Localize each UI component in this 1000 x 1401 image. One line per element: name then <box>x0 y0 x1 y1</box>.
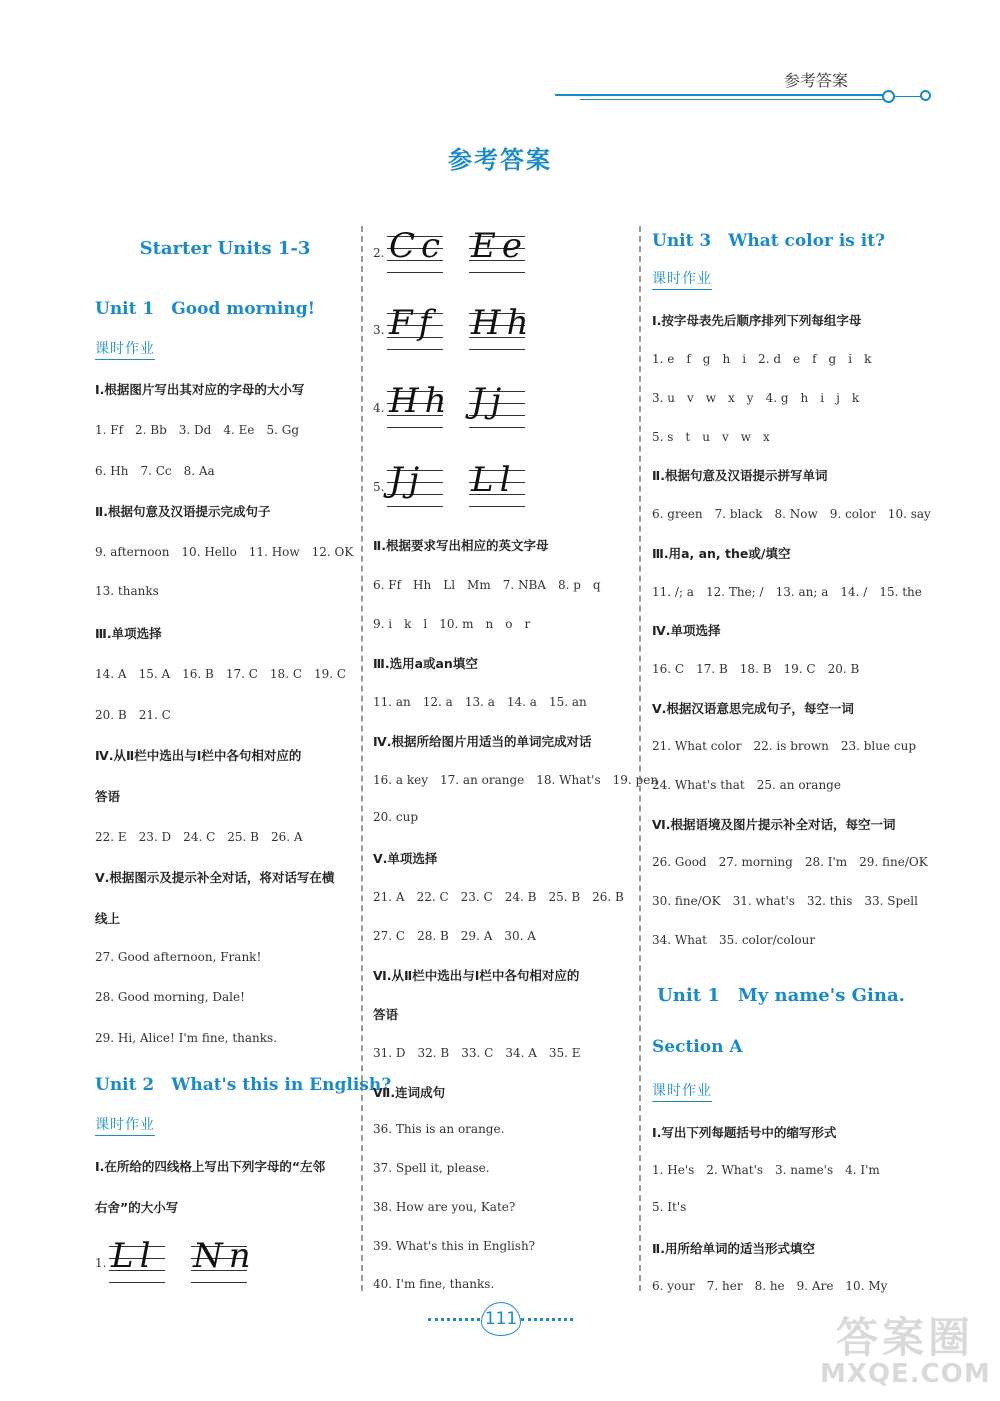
handwritten-letters: Jj <box>389 460 426 500</box>
column-3 <box>652 210 931 1300</box>
watermark-logo: 答案圈 <box>835 1313 974 1362</box>
unit-heading: Unit 1 My name's Gina. <box>657 985 905 1006</box>
column-divider <box>361 226 363 1291</box>
handwritten-letters: Jj <box>471 381 508 421</box>
answer-line: 37. Spell it, please. <box>373 1161 490 1175</box>
answer-line: Ⅰ.在所给的四线格上写出下列字母的“左邻 <box>95 1159 326 1174</box>
page-dots-left <box>428 1318 480 1321</box>
watermark <box>820 1305 990 1395</box>
answer-line: 13. thanks <box>95 584 159 598</box>
answer-line: 3. u v w x y 4. g h i j k <box>652 391 860 405</box>
handwriting-row <box>373 226 628 274</box>
handwritten-letters: Ll <box>471 460 517 500</box>
answer-line: 6. your 7. her 8. he 9. Are 10. My <box>652 1279 888 1293</box>
unit-heading: Unit 1 Good morning! <box>95 299 316 319</box>
answer-line: 24. What's that 25. an orange <box>652 778 841 792</box>
four-line-grid <box>387 460 443 506</box>
task-label: 课时作业 <box>95 338 155 360</box>
answer-line: 6. green 7. black 8. Now 9. color 10. say <box>652 507 931 521</box>
unit-heading: Unit 3 What color is it? <box>652 231 886 251</box>
item-number: 4. <box>373 401 385 415</box>
item-number: 3. <box>373 323 385 337</box>
answer-line: 16. a key 17. an orange 18. What's 19. pen <box>373 773 659 787</box>
answer-line: 1. e f g h i 2. d e f g i k <box>652 352 872 366</box>
answer-line: Ⅵ.根据语境及图片提示补全对话，每空一词 <box>652 817 896 832</box>
answer-line: 11. an 12. a 13. a 14. a 15. an <box>373 695 587 709</box>
answer-line: 30. fine/OK 31. what's 32. this 33. Spell <box>652 894 918 908</box>
answer-line: Ⅳ.从Ⅱ栏中选出与Ⅰ栏中各句相对应的 <box>95 748 302 763</box>
handwritten-letters: Ff <box>389 303 438 343</box>
answer-line: Ⅰ.写出下列每题括号中的缩写形式 <box>652 1125 837 1140</box>
answer-line: Ⅱ.根据要求写出相应的英文字母 <box>373 538 549 553</box>
handwriting-row <box>373 303 628 351</box>
answer-line: Ⅶ.连词成句 <box>373 1085 446 1100</box>
header-rule-thin <box>580 99 885 100</box>
answer-line: 28. Good morning, Dale! <box>95 990 245 1004</box>
four-line-grid <box>469 381 525 427</box>
answer-line: Ⅵ.从Ⅱ栏中选出与Ⅰ栏中各句相对应的 <box>373 968 580 983</box>
answer-line: Ⅰ.按字母表先后顺序排列下列每组字母 <box>652 313 862 328</box>
answer-line: 16. C 17. B 18. B 19. C 20. B <box>652 662 860 676</box>
answer-line: 5. It's <box>652 1200 687 1214</box>
answer-line: 11. /; a 12. The; / 13. an; a 14. / 15. the <box>652 585 922 599</box>
handwriting-row <box>95 1236 355 1284</box>
four-line-grid <box>387 303 443 349</box>
watermark-url: MXQE.COM <box>820 1359 991 1389</box>
answer-line: 5. s t u v w x <box>652 430 770 444</box>
answer-line: 21. A 22. C 23. C 24. B 25. B 26. B <box>373 890 624 904</box>
answer-line: 9. afternoon 10. Hello 11. How 12. OK <box>95 545 354 559</box>
answer-line: 20. cup <box>373 810 419 824</box>
answer-line: Ⅴ.根据图示及提示补全对话，将对话写在横 <box>95 870 335 885</box>
four-line-grid <box>469 303 535 349</box>
answer-line: 38. How are you, Kate? <box>373 1200 516 1214</box>
answer-line: 27. C 28. B 29. A 30. A <box>373 929 536 943</box>
header-label: 参考答案 <box>784 71 849 90</box>
page-title: 参考答案 <box>448 146 552 174</box>
answer-line: Ⅴ.根据汉语意思完成句子，每空一词 <box>652 701 854 716</box>
answer-line: 20. B 21. C <box>95 708 171 722</box>
item-number: 1. <box>95 1256 107 1270</box>
answer-line: Ⅳ.根据所给图片用适当的单词完成对话 <box>373 734 592 749</box>
page-number: 111 <box>481 1302 521 1336</box>
answer-line: 线上 <box>95 911 121 926</box>
task-label: 课时作业 <box>95 1114 155 1136</box>
answer-line: Ⅱ.根据句意及汉语提示拼写单词 <box>652 468 828 483</box>
four-line-grid <box>469 460 525 506</box>
answer-line: Ⅲ.用a, an, the或/填空 <box>652 546 791 561</box>
column-divider <box>639 226 641 1291</box>
answer-line: 39. What's this in English? <box>373 1239 536 1253</box>
answer-line: Ⅲ.单项选择 <box>95 626 162 641</box>
answer-line: 右舍”的大小写 <box>95 1200 179 1215</box>
header-rule <box>555 94 885 96</box>
answer-line: 29. Hi, Alice! I'm fine, thanks. <box>95 1031 278 1045</box>
answer-line: 9. i k l 10. m n o r <box>373 617 531 631</box>
four-line-grid <box>109 1236 165 1282</box>
section-heading: Section A <box>652 1037 743 1057</box>
header-link-line <box>895 96 923 97</box>
header-circle-icon <box>920 90 931 101</box>
answer-line: 34. What 35. color/colour <box>652 933 816 947</box>
section-title: Starter Units 1-3 <box>139 238 311 259</box>
answer-line: 答语 <box>95 789 121 804</box>
four-line-grid <box>387 381 453 427</box>
answer-line: 40. I'm fine, thanks. <box>373 1277 495 1291</box>
answer-line: 14. A 15. A 16. B 17. C 18. C 19. C <box>95 667 347 681</box>
answer-line: Ⅱ.用所给单词的适当形式填空 <box>652 1241 815 1256</box>
answer-line: 6. Ff Hh Ll Mm 7. NBA 8. p q <box>373 578 601 592</box>
header-circle-icon <box>882 90 895 103</box>
task-label: 课时作业 <box>652 1080 712 1102</box>
answer-line: 1. He's 2. What's 3. name's 4. I'm <box>652 1163 880 1177</box>
answer-line: 22. E 23. D 24. C 25. B 26. A <box>95 830 303 844</box>
handwritten-letters: Ee <box>471 226 528 266</box>
answer-line: 26. Good 27. morning 28. I'm 29. fine/OK <box>652 855 928 869</box>
answer-line: Ⅲ.选用a或an填空 <box>373 656 478 671</box>
handwritten-letters: Hh <box>471 303 535 343</box>
answer-line: Ⅴ.单项选择 <box>373 851 438 866</box>
item-number: 2. <box>373 246 385 260</box>
column-2 <box>373 210 659 1300</box>
answer-line: 21. What color 22. is brown 23. blue cup <box>652 739 917 753</box>
answer-line: 1. Ff 2. Bb 3. Dd 4. Ee 5. Gg <box>95 423 300 437</box>
answer-line: 31. D 32. B 33. C 34. A 35. E <box>373 1046 581 1060</box>
page-dots-right <box>521 1318 573 1321</box>
handwritten-letters: Nn <box>193 1236 257 1276</box>
task-label: 课时作业 <box>652 268 712 290</box>
handwritten-letters: Cc <box>389 226 447 266</box>
four-line-grid <box>387 226 447 272</box>
answer-line: 6. Hh 7. Cc 8. Aa <box>95 464 215 478</box>
answer-line: Ⅳ.单项选择 <box>652 623 721 638</box>
answer-line: 36. This is an orange. <box>373 1122 505 1136</box>
answer-line: 答语 <box>373 1007 399 1022</box>
handwriting-row <box>373 460 628 508</box>
four-line-grid <box>469 226 528 272</box>
item-number: 5. <box>373 480 385 494</box>
handwritten-letters: Ll <box>111 1236 157 1276</box>
answer-line: Ⅰ.根据图片写出其对应的字母的大小写 <box>95 382 305 397</box>
handwriting-row <box>373 381 628 429</box>
answer-line: 27. Good afternoon, Frank! <box>95 950 262 964</box>
column-1 <box>95 210 392 1300</box>
four-line-grid <box>191 1236 257 1282</box>
unit-heading: Unit 2 What's this in English? <box>95 1075 392 1095</box>
answer-line: Ⅱ.根据句意及汉语提示完成句子 <box>95 504 271 519</box>
handwritten-letters: Hh <box>389 381 453 421</box>
